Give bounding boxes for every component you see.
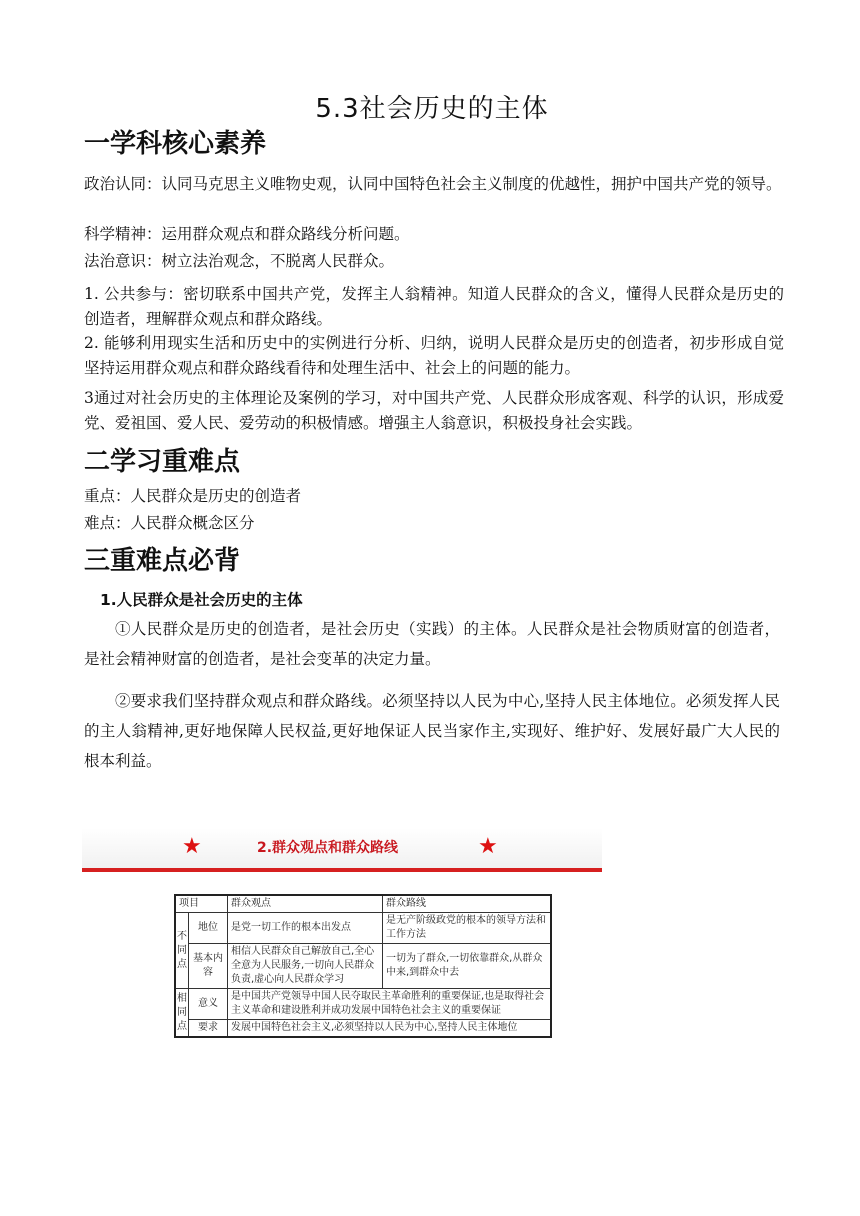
paragraph-public-participation: 1. 公共参与：密切联系中国共产党，发挥主人翁精神。知道人民群众的含义，懂得人民群众是历史的创造者，理解群众观点和群众路线。 xyxy=(84,285,784,328)
subheading-people-subject: 1.人民群众是社会历史的主体 xyxy=(100,591,303,609)
table-row xyxy=(175,944,551,989)
header-mass-line: 群众路线 xyxy=(383,895,552,913)
banner-title: 2.群众观点和群众路线 xyxy=(257,840,399,856)
paragraph-scientific-spirit: 科学精神：运用群众观点和群众路线分析问题。 xyxy=(84,225,410,243)
comparison-table xyxy=(174,894,552,1038)
group-label-similarities: 相 同 点 xyxy=(175,989,189,1038)
row-label-meaning: 意义 xyxy=(189,989,228,1020)
row-label-content: 基本内容 xyxy=(189,944,228,989)
row-label-status: 地位 xyxy=(189,913,228,944)
section-banner xyxy=(82,828,602,872)
star-icon: ★ xyxy=(478,834,498,859)
table-row xyxy=(175,913,551,944)
group-label-differences: 不 同 点 xyxy=(175,913,189,989)
difficult-point: 难点：人民群众概念区分 xyxy=(84,514,255,532)
paragraph-political-identity: 政治认同：认同马克思主义唯物史观，认同中国特色社会主义制度的优越性，拥护中国共产党的领导。 xyxy=(84,175,782,193)
cell-requirement: 发展中国特色社会主义,必须坚持以人民为中心,坚持人民主体地位 xyxy=(228,1020,552,1038)
section-heading-must-memorize: 三重难点必背 xyxy=(84,546,241,576)
cell-content-line: 一切为了群众,一切依靠群众,从群众中来,到群众中去 xyxy=(383,944,552,989)
star-icon: ★ xyxy=(182,834,202,859)
paragraph-ability: 2. 能够利用现实生活和历史中的实例进行分析、归纳，说明人民群众是历史的创造者，初步形成自觉坚持运用群众观点和群众路线看待和处理生活中、社会上的问题的能力。 xyxy=(84,334,784,377)
section-heading-core-literacy: 一学科核心素养 xyxy=(84,129,267,159)
header-item: 项目 xyxy=(175,895,228,913)
table-row xyxy=(175,989,551,1020)
table-header-row xyxy=(175,895,551,913)
table-row xyxy=(175,1020,551,1038)
cell-status-view: 是党一切工作的根本出发点 xyxy=(228,913,383,944)
section-heading-key-points: 二学习重难点 xyxy=(84,447,241,477)
paragraph-rule-of-law: 法治意识：树立法治观念，不脱离人民群众。 xyxy=(84,252,395,270)
paragraph-emotion: 3通过对社会历史的主体理论及案例的学习，对中国共产党、人民群众形成客观、科学的认识，形成爱党、爱祖国、爱人民、爱劳动的积极情感。增强主人翁意识，积极投身社会实践。 xyxy=(84,389,784,432)
cell-status-line: 是无产阶级政党的根本的领导方法和工作方法 xyxy=(383,913,552,944)
header-mass-view: 群众观点 xyxy=(228,895,383,913)
cell-content-view: 相信人民群众自己解放自己,全心全意为人民服务,一切向人民群众负责,虚心向人民群众学习 xyxy=(228,944,383,989)
cell-meaning: 是中国共产党领导中国人民夺取民主革命胜利的重要保证,也是取得社会主义革命和建设胜利并成功发展中国特色社会主义的重要保证 xyxy=(228,989,552,1020)
paragraph-mass-line-requirement: ②要求我们坚持群众观点和群众路线。必须坚持以人民为中心,坚持人民主体地位。必须发挥人民的主人翁精神,更好地保障人民权益,更好地保证人民当家作主,实现好、维护好、发展好最广大人民的根本利益。 xyxy=(84,692,780,770)
key-point: 重点：人民群众是历史的创造者 xyxy=(84,487,302,505)
page-title: 5.3社会历史的主体 xyxy=(315,94,549,124)
row-label-requirement: 要求 xyxy=(189,1020,228,1038)
paragraph-people-creators: ①人民群众是历史的创造者，是社会历史（实践）的主体。人民群众是社会物质财富的创造者，是社会精神财富的创造者，是社会变革的决定力量。 xyxy=(84,620,780,668)
